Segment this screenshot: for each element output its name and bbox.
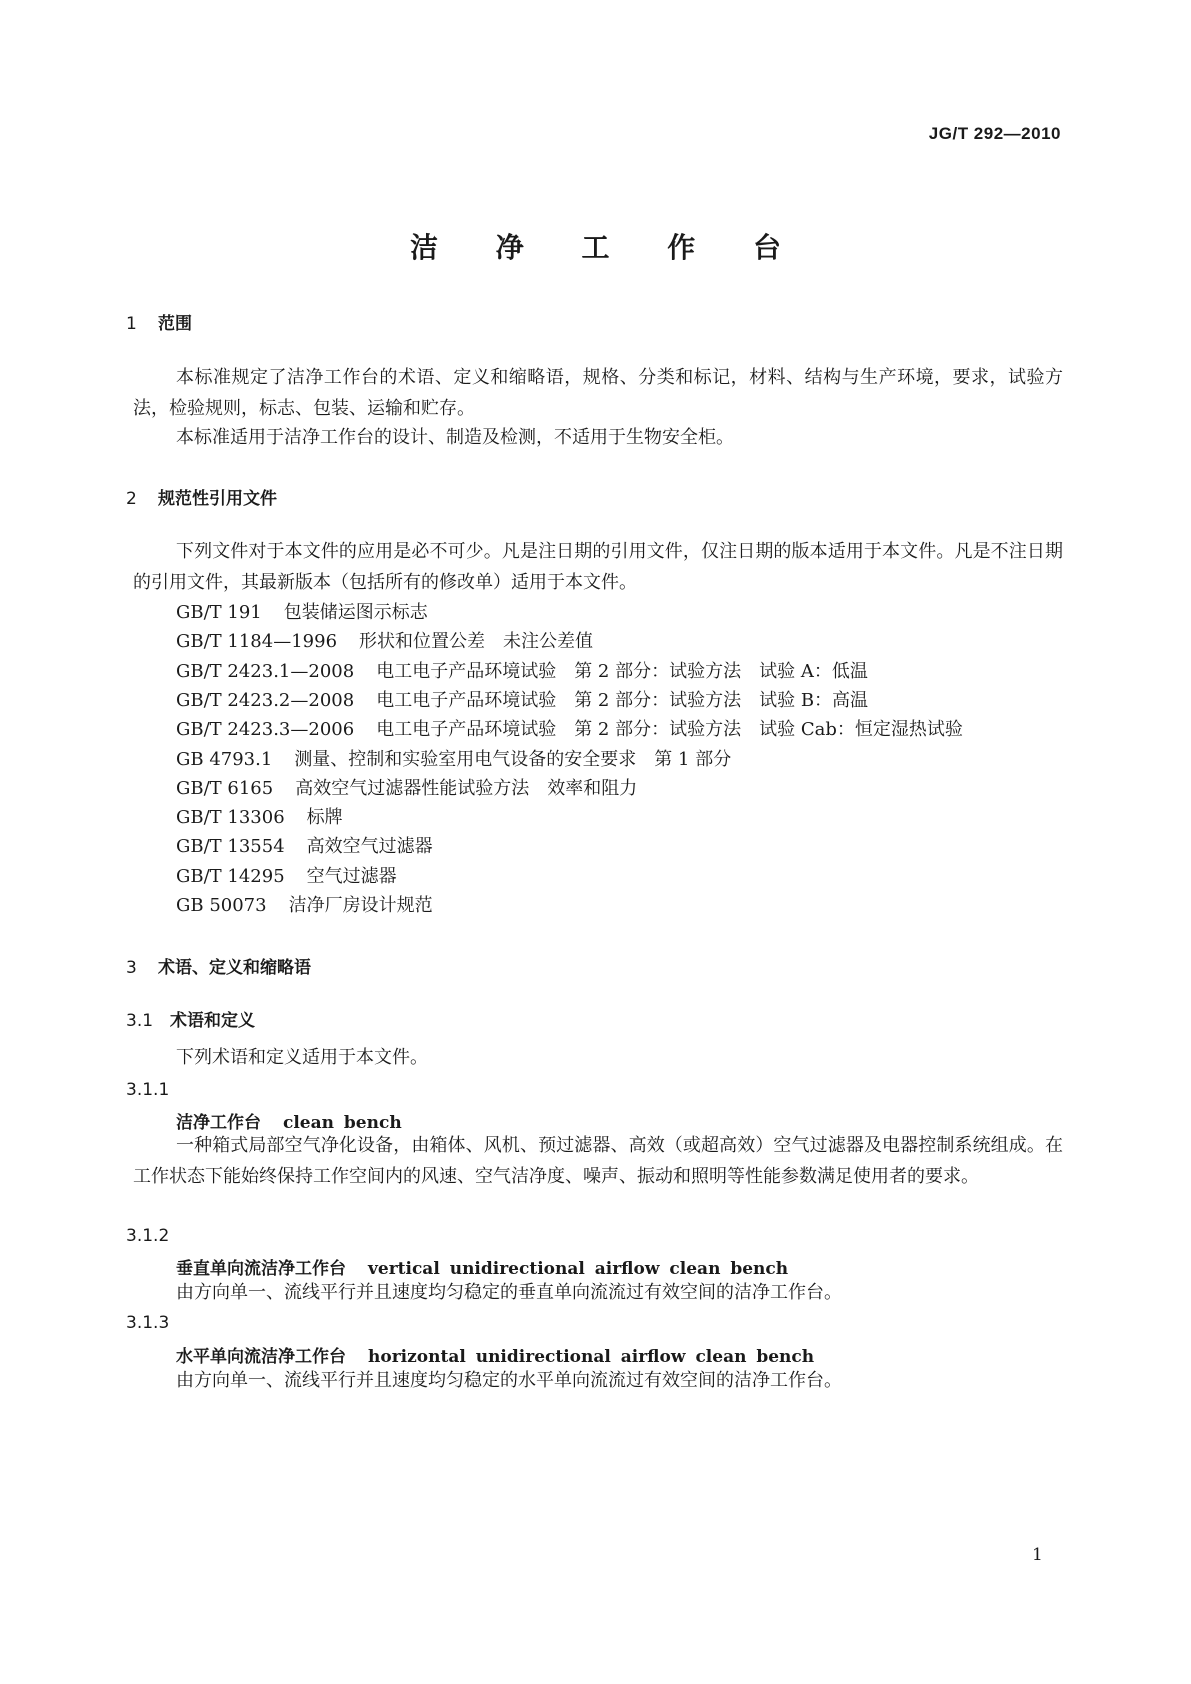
reference-code: GB/T 191: [176, 602, 262, 623]
section-1-heading: [126, 309, 192, 334]
reference-title: 高效空气过滤器性能试验方法 效率和阻力: [295, 778, 638, 799]
reference-item: [176, 657, 868, 683]
section-2-intro: 下列文件对于本文件的应用是必不可少。凡是注日期的引用文件，仅注日期的版本适用于本文件。凡是不注日期的引用文件，其最新版本（包括所有的修改单）适用于本文件。: [133, 541, 1063, 593]
section-3-1-heading: [126, 1006, 255, 1031]
reference-title: 电工电子产品环境试验 第 2 部分：试验方法 试验 B：高温: [376, 690, 869, 711]
reference-code: GB/T 2423.1—2008: [176, 661, 355, 682]
reference-item: [176, 598, 428, 624]
section-title: 规范性引用文件: [158, 489, 277, 509]
standard-code: JG/T 292—2010: [928, 124, 1061, 143]
term-3-1-2-title: [176, 1254, 788, 1279]
section-number: 2: [126, 489, 137, 509]
section-1-paragraph-2: 本标准适用于洁净工作台的设计、制造及检测，不适用于生物安全柜。: [176, 427, 734, 448]
reference-item: [176, 774, 637, 800]
reference-title: 包装储运图示标志: [283, 602, 428, 623]
reference-code: GB 50073: [176, 895, 267, 916]
section-number: 3: [126, 958, 137, 978]
reference-title: 标牌: [306, 807, 343, 828]
reference-item: [176, 862, 397, 888]
reference-item: [176, 627, 593, 653]
term-english: vertical unidirectional airflow clean bench: [368, 1259, 789, 1279]
reference-item: [176, 803, 343, 829]
term-3-1-2-number: 3.1.2: [126, 1226, 170, 1246]
reference-title: 电工电子产品环境试验 第 2 部分：试验方法 试验 Cab：恒定湿热试验: [376, 719, 963, 740]
term-english: clean bench: [283, 1113, 402, 1133]
section-number: 1: [126, 314, 137, 334]
reference-title: 洁净厂房设计规范: [288, 895, 433, 916]
reference-code: GB 4793.1: [176, 749, 273, 770]
reference-code: GB/T 6165: [176, 778, 274, 799]
reference-code: GB/T 14295: [176, 866, 285, 887]
reference-code: GB/T 13306: [176, 807, 285, 828]
reference-item: [176, 715, 963, 741]
reference-title: 高效空气过滤器: [306, 836, 433, 857]
reference-item: [176, 686, 868, 712]
section-number: 3.1: [126, 1011, 154, 1031]
reference-code: GB/T 2423.3—2006: [176, 719, 355, 740]
term-3-1-3-title: [176, 1342, 814, 1367]
term-chinese: 洁净工作台: [176, 1113, 261, 1133]
section-3-heading: [126, 953, 311, 978]
reference-item: [176, 832, 433, 858]
document-title: 洁 净 工 作 台: [410, 231, 805, 264]
reference-title: 电工电子产品环境试验 第 2 部分：试验方法 试验 A：低温: [376, 661, 868, 682]
term-3-1-3-definition: 由方向单一、流线平行并且速度均匀稳定的水平单向流流过有效空间的洁净工作台。: [176, 1370, 842, 1391]
reference-item: [176, 891, 433, 917]
section-2-heading: [126, 484, 277, 509]
section-title: 术语和定义: [170, 1011, 255, 1031]
term-3-1-1-definition: 一种箱式局部空气净化设备，由箱体、风机、预过滤器、高效（或超高效）空气过滤器及电器控制系统组成。在工作状态下能始终保持工作空间内的风速、空气洁净度、噪声、振动和照明等性能参数满足使用者的要求。: [133, 1135, 1063, 1187]
term-chinese: 垂直单向流洁净工作台: [176, 1259, 346, 1279]
reference-item: [176, 745, 731, 771]
reference-title: 测量、控制和实验室用电气设备的安全要求 第 1 部分: [294, 749, 732, 770]
reference-code: GB/T 13554: [176, 836, 285, 857]
reference-title: 形状和位置公差 未注公差值: [359, 631, 594, 652]
term-3-1-1-number: 3.1.1: [126, 1080, 170, 1100]
term-3-1-2-definition: 由方向单一、流线平行并且速度均匀稳定的垂直单向流流过有效空间的洁净工作台。: [176, 1282, 842, 1303]
term-english: horizontal unidirectional airflow clean bench: [368, 1347, 815, 1367]
page-number: 1: [1032, 1545, 1043, 1565]
section-title: 范围: [158, 314, 192, 334]
reference-title: 空气过滤器: [306, 866, 397, 887]
section-1-paragraph-1: 本标准规定了洁净工作台的术语、定义和缩略语，规格、分类和标记，材料、结构与生产环境，要求，试验方法，检验规则，标志、包装、运输和贮存。: [133, 367, 1063, 419]
term-chinese: 水平单向流洁净工作台: [176, 1347, 346, 1367]
section-3-1-intro: 下列术语和定义适用于本文件。: [176, 1047, 428, 1068]
reference-code: GB/T 2423.2—2008: [176, 690, 355, 711]
term-3-1-3-number: 3.1.3: [126, 1313, 170, 1333]
section-title: 术语、定义和缩略语: [158, 958, 311, 978]
reference-code: GB/T 1184—1996: [176, 631, 338, 652]
